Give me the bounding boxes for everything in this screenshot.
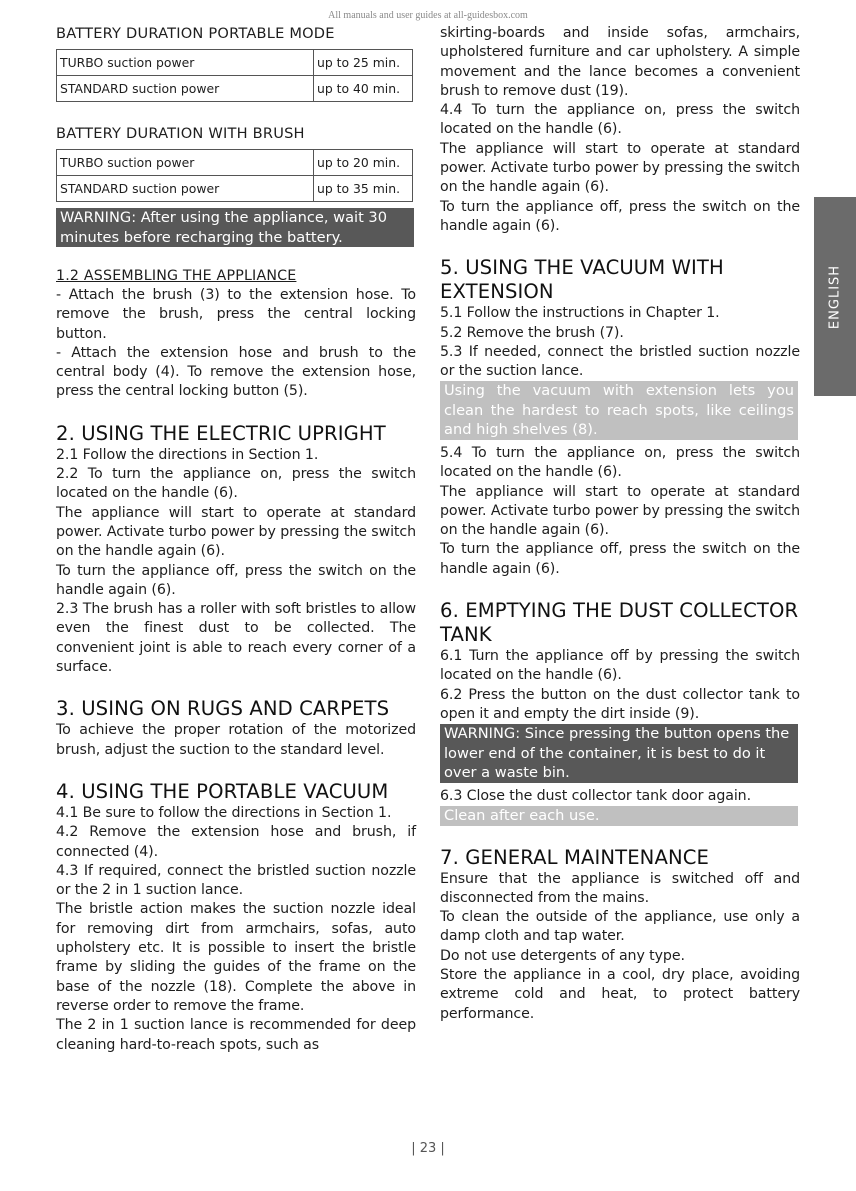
paragraph: The 2 in 1 suction lance is recommended for deep cleaning hard-to-reach spots, such as [56,1017,416,1053]
section-5-heading: 5. USING THE VACUUM WITH EXTENSION [440,256,724,304]
table-row [57,176,413,202]
battery-portable-table [56,49,413,102]
spacer [440,826,800,846]
battery-brush-title: BATTERY DURATION WITH BRUSH [56,125,305,142]
paragraph: 2.3 The brush has a roller with soft bristles to allow even the finest dust to be collected. The convenient joint is able to reach every corner of a surface. [56,601,416,676]
paragraph: Store the appliance in a cool, dry place, avoiding extreme cold and heat, to protect battery performance. [440,967,800,1022]
paragraph: 6.3 Close the dust collector tank door again. [440,787,751,804]
paragraph: To turn the appliance off, press the switch on the handle again (6). [440,198,800,234]
paragraph: 4.4 To turn the appliance on, press the switch located on the handle (6). [440,102,800,138]
spacer [56,760,416,780]
table-cell: TURBO suction power [57,50,314,76]
paragraph: Ensure that the appliance is switched off and disconnected from the mains. [440,870,800,906]
paragraph: The appliance will start to operate at standard power. Activate turbo power by pressing the switch on the handle again (6). [440,483,800,539]
paragraph: Do not use detergents of any type. [440,947,685,964]
paragraph: To achieve the proper rotation of the motorized brush, adjust the suction to the standard level. [56,722,416,758]
paragraph: The bristle action makes the suction nozzle ideal for removing dirt from armchairs, sofas, auto upholstery etc. It is possible to insert the bristle frame by sliding the guides of the frame on the base of the nozzle (18). Complete the above in reverse order to remove the frame. [56,901,416,1014]
paragraph: 5.3 If needed, connect the bristled suction nozzle or the suction lance. [440,343,800,380]
paragraph: 4.1 Be sure to follow the directions in Section 1. [56,804,392,821]
left-column [56,24,416,1055]
paragraph: 6.1 Turn the appliance off by pressing the switch located on the handle (6). [440,648,800,684]
table-row [57,76,413,102]
note-extension: Using the vacuum with extension lets you clean the hardest to reach spots, like ceilings and high shelves (8). [440,381,798,440]
paragraph: 5.2 Remove the brush (7). [440,324,624,341]
paragraph: 5.1 Follow the instructions in Chapter 1. [440,305,720,322]
spacer [56,247,416,267]
table-cell: STANDARD suction power [57,176,314,202]
paragraph: 2.1 Follow the directions in Section 1. [56,446,319,463]
warning-waste-bin: WARNING: Since pressing the button opens the lower end of the container, it is best to do it over a waste bin. [440,724,798,783]
paragraph: To turn the appliance off, press the switch on the handle again (6). [440,541,800,577]
page-number: | 23 | [411,1141,445,1156]
paragraph: To turn the appliance off, press the switch on the handle again (6). [56,562,416,598]
table-row [57,50,413,76]
language-tab-label: ENGLISH [827,264,843,329]
paragraph: - Attach the brush (3) to the extension hose. To remove the brush, press the central locking button. [56,287,416,342]
table-cell: up to 35 min. [314,176,413,202]
assembling-title: 1.2 ASSEMBLING THE APPLIANCE [56,268,297,284]
right-column [440,24,800,1024]
table-cell: TURBO suction power [57,150,314,176]
watermark: All manuals and user guides at all-guidesbox.com [328,10,528,21]
spacer [440,236,800,256]
table-cell: up to 40 min. [314,76,413,102]
section-6-heading: 6. EMPTYING THE DUST COLLECTOR TANK [440,599,799,647]
table-cell: STANDARD suction power [57,76,314,102]
spacer [56,402,416,422]
section-4-heading: 4. USING THE PORTABLE VACUUM [56,779,389,803]
paragraph: 2.2 To turn the appliance on, press the switch located on the handle (6). [56,466,416,502]
warning-recharge: WARNING: After using the appliance, wait 30 minutes before recharging the battery. [56,208,414,247]
paragraph: skirting-boards and inside sofas, armchairs, upholstered furniture and car upholstery. A simple movement and the lance becomes a convenient brush to remove dust (19). [440,25,800,99]
note-clean: Clean after each use. [440,806,798,826]
paragraph: The appliance will start to operate at standard power. Activate turbo power by pressing the switch on the handle again (6). [56,504,416,560]
section-7-heading: 7. GENERAL MAINTENANCE [440,845,709,869]
paragraph: 6.2 Press the button on the dust collector tank to open it and empty the dirt inside (9). [440,686,800,722]
table-cell: up to 20 min. [314,150,413,176]
paragraph: 5.4 To turn the appliance on, press the switch located on the handle (6). [440,444,800,481]
language-tab [814,197,856,396]
spacer [56,677,416,697]
paragraph: The appliance will start to operate at standard power. Activate turbo power by pressing the switch on the handle again (6). [440,140,800,196]
paragraph: 4.2 Remove the extension hose and brush, if connected (4). [56,824,416,860]
battery-portable-title: BATTERY DURATION PORTABLE MODE [56,25,335,42]
section-2-heading: 2. USING THE ELECTRIC UPRIGHT [56,421,386,445]
paragraph: 4.3 If required, connect the bristled suction nozzle or the 2 in 1 suction lance. [56,862,416,899]
section-3-heading: 3. USING ON RUGS AND CARPETS [56,697,390,721]
table-cell: up to 25 min. [314,50,413,76]
paragraph: To clean the outside of the appliance, use only a damp cloth and tap water. [440,909,800,945]
battery-brush-table [56,149,413,202]
table-row [57,150,413,176]
paragraph: - Attach the extension hose and brush to the central body (4). To remove the extension hose, press the central locking button (5). [56,344,416,400]
spacer [440,579,800,599]
